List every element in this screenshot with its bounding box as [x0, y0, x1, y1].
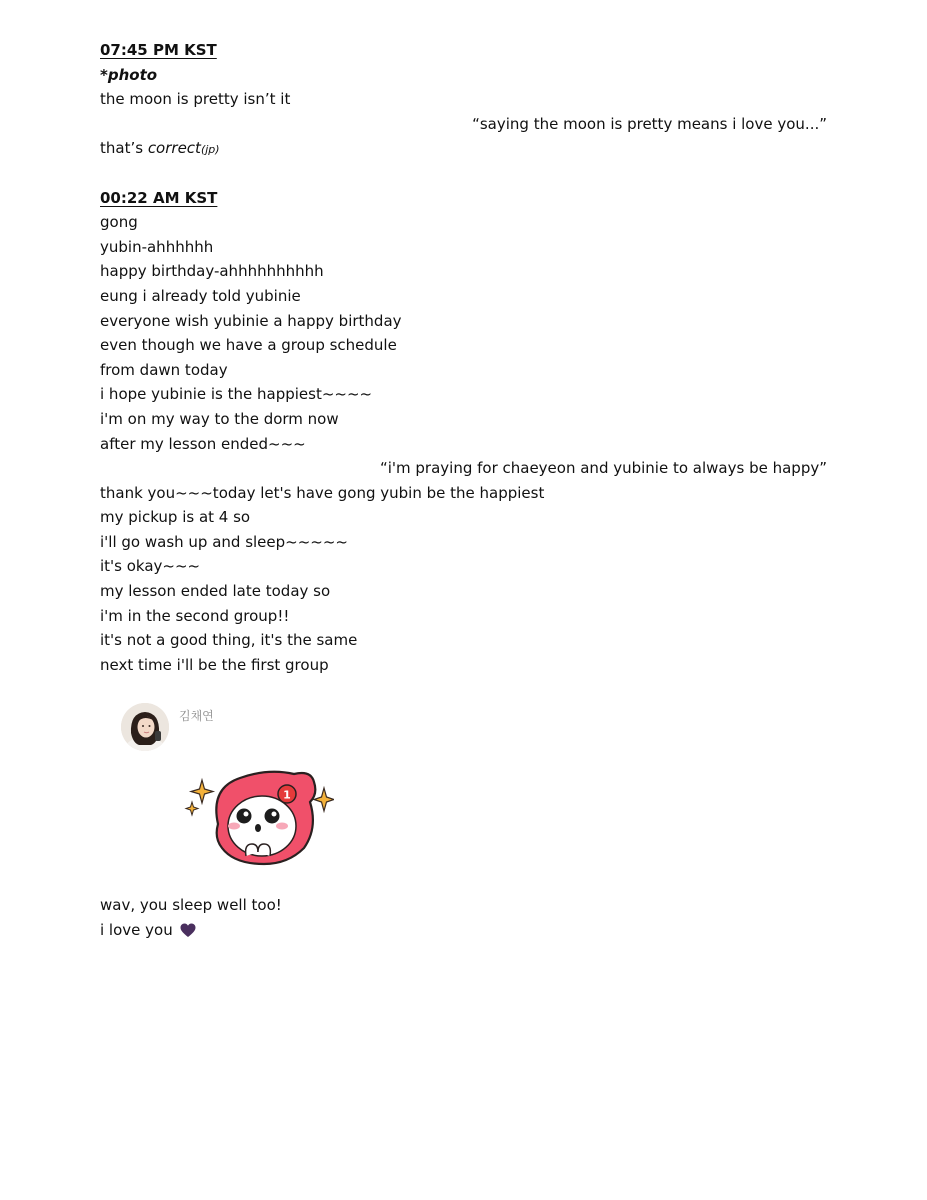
message-line: even though we have a group schedule: [100, 336, 397, 355]
translator-note-2: “i'm praying for chaeyeon and yubinie to always be happy”: [379, 459, 827, 478]
message-group-b: [100, 481, 827, 678]
avatar-photo-icon: [121, 703, 169, 751]
message-line: i'm on my way to the dorm now: [100, 409, 339, 428]
message-line: i'm in the second group!!: [100, 606, 290, 625]
message-line-correct: [100, 136, 827, 161]
message-line: yubin-ahhhhhh: [100, 237, 214, 256]
message-line: it's okay~~~: [100, 557, 201, 576]
spacer: [100, 161, 827, 186]
message-line: from dawn today: [100, 360, 228, 379]
message-line: the moon is pretty isn’t it: [100, 90, 291, 109]
message-line: gong: [100, 213, 138, 232]
timestamp-1-text: 07:45 PM KST: [100, 41, 217, 59]
document-body: [100, 38, 827, 677]
sticker: [184, 764, 334, 874]
message-line: next time i'll be the first group: [100, 655, 329, 674]
message-group-a: [100, 210, 827, 456]
correct-note: (jp): [200, 143, 220, 157]
message-line: eung i already told yubinie: [100, 286, 301, 305]
message-line: everyone wish yubinie a happy birthday: [100, 311, 402, 330]
message-line: my pickup is at 4 so: [100, 508, 251, 527]
message-line: thank you~~~today let's have gong yubin be the happiest: [100, 483, 545, 502]
closing-messages: [100, 893, 827, 942]
timestamp-1: [100, 38, 827, 63]
timestamp-2: [100, 186, 827, 211]
message-line-love: [100, 918, 827, 943]
message-line: wav, you sleep well too!: [100, 896, 282, 914]
message-line: happy birthday-ahhhhhhhhhh: [100, 262, 324, 281]
translator-note-1: “saying the moon is pretty means i love you...”: [472, 114, 827, 133]
purple-heart-icon: [180, 923, 196, 938]
avatar: [121, 703, 169, 751]
correct-word: correct: [147, 139, 201, 158]
message-line: after my lesson ended~~~: [100, 434, 306, 453]
sender-name: 김채연: [179, 709, 214, 723]
correct-prefix: that’s: [100, 139, 148, 158]
sticker-character-icon: [184, 764, 334, 874]
love-text: i love you: [100, 920, 173, 939]
message-line: it's not a good thing, it's the same: [100, 631, 358, 650]
timestamp-2-text: 00:22 AM KST: [100, 188, 218, 207]
sticker-badge-text: 1: [283, 788, 291, 802]
message-line: i hope yubinie is the happiest~~~~: [100, 385, 373, 404]
photo-label: *photo: [100, 65, 158, 84]
message-line: i'll go wash up and sleep~~~~~: [100, 532, 348, 551]
sender-profile: [121, 703, 421, 763]
message-line: my lesson ended late today so: [100, 582, 331, 601]
